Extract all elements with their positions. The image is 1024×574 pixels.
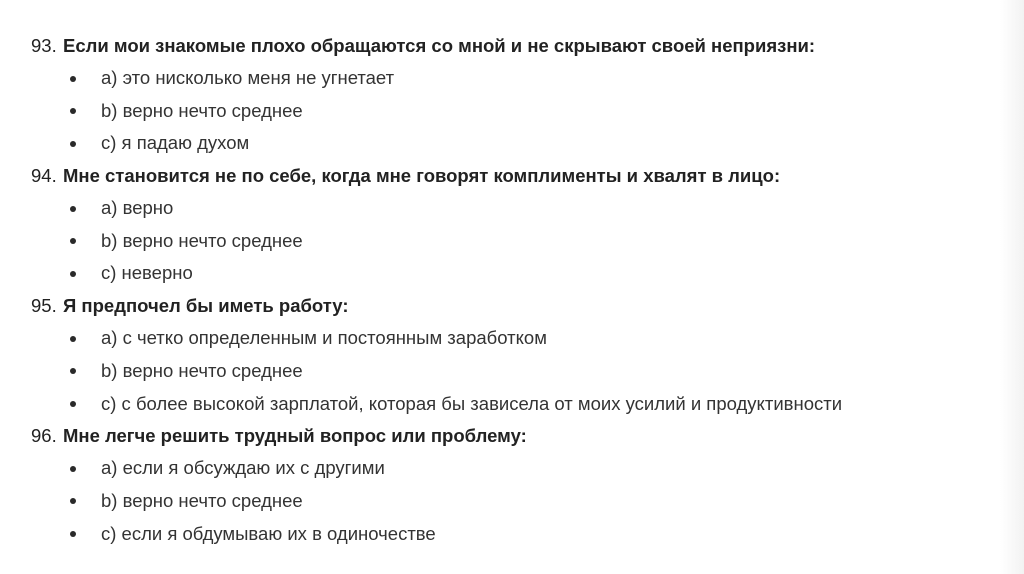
answer-option-text: b) верно нечто среднее — [101, 359, 303, 381]
bullet-icon — [70, 466, 76, 472]
answer-option-text: c) я падаю духом — [101, 132, 250, 154]
answer-option — [0, 322, 1000, 355]
answer-option — [0, 95, 1000, 128]
bullet-icon — [70, 271, 76, 277]
question-text: Я предпочел бы иметь работу: — [63, 295, 349, 317]
question-heading — [0, 160, 1000, 192]
question-number: 96. — [31, 425, 57, 447]
question-93 — [0, 30, 1000, 160]
answer-option — [0, 257, 1000, 290]
question-number: 95. — [31, 295, 57, 317]
bullet-icon — [70, 108, 76, 114]
answer-option — [0, 225, 1000, 258]
bullet-icon — [70, 336, 76, 342]
question-list — [0, 30, 1000, 550]
answer-option-text: b) верно нечто среднее — [101, 99, 303, 121]
answer-option — [0, 192, 1000, 225]
answer-option — [0, 485, 1000, 518]
question-95 — [0, 290, 1000, 420]
answer-option-text: c) с более высокой зарплатой, которая бы зависела от моих усилий и продуктивности — [101, 392, 843, 414]
answer-option — [0, 355, 1000, 388]
answer-option-text: a) верно — [101, 197, 174, 219]
question-heading — [0, 30, 1000, 62]
bullet-icon — [70, 531, 76, 537]
answer-option — [0, 518, 1000, 551]
answer-option-text: a) это нисколько меня не угнетает — [101, 67, 395, 88]
answer-option — [0, 452, 1000, 485]
question-94 — [0, 160, 1000, 290]
question-heading — [0, 420, 1000, 452]
slide-edge-shadow — [1000, 0, 1024, 574]
bullet-icon — [70, 498, 76, 504]
answer-option-text: c) неверно — [101, 262, 193, 284]
question-text: Мне легче решить трудный вопрос или проблему: — [63, 425, 527, 447]
bullet-icon — [70, 368, 76, 374]
bullet-icon — [70, 76, 76, 82]
question-number: 94. — [31, 165, 57, 187]
question-number: 93. — [31, 35, 57, 56]
answer-option — [0, 62, 1000, 95]
question-text: Мне становится не по себе, когда мне говорят комплименты и хвалят в лицо: — [63, 165, 781, 187]
bullet-icon — [70, 206, 76, 212]
bullet-icon — [70, 141, 76, 147]
answer-option-text: b) верно нечто среднее — [101, 229, 303, 251]
bullet-icon — [70, 238, 76, 244]
question-96 — [0, 420, 1000, 550]
answer-option — [0, 388, 1000, 421]
answer-option-text: a) с четко определенным и постоянным заработком — [101, 327, 547, 349]
question-heading — [0, 290, 1000, 322]
answer-option-text: a) если я обсуждаю их с другими — [101, 457, 385, 479]
answer-option-text: b) верно нечто среднее — [101, 489, 303, 511]
answer-option-text: c) если я обдумываю их в одиночестве — [101, 522, 436, 544]
answer-option — [0, 127, 1000, 160]
question-text: Если мои знакомые плохо обращаются со мной и не скрывают своей неприязни: — [63, 35, 816, 56]
bullet-icon — [70, 401, 76, 407]
